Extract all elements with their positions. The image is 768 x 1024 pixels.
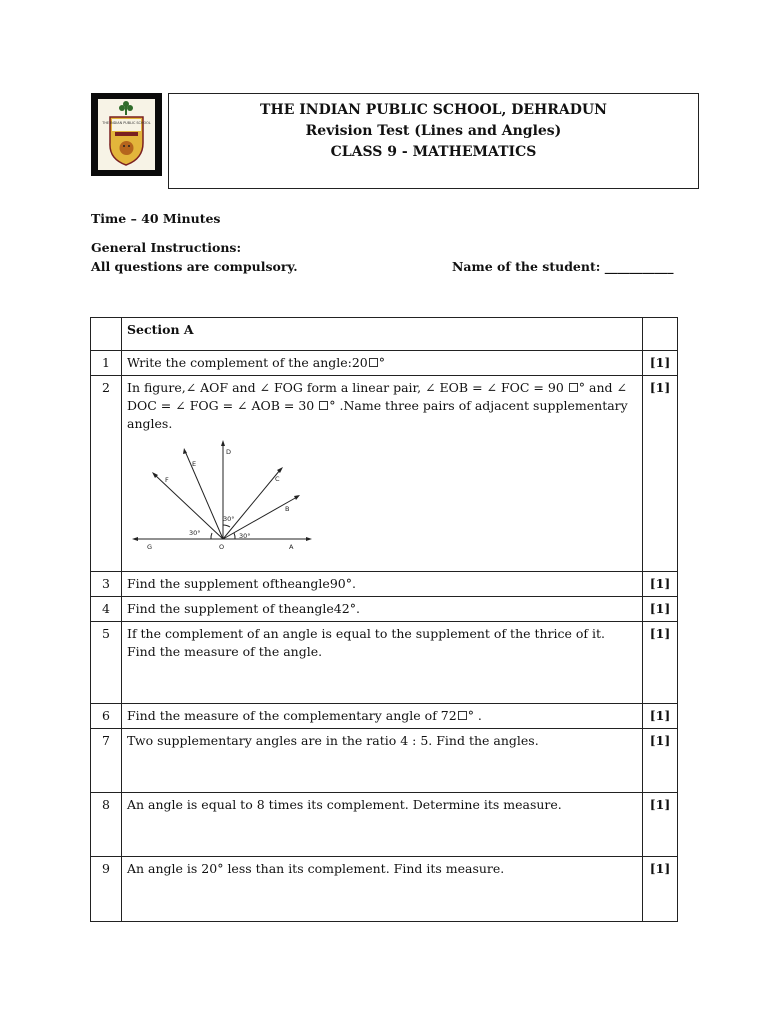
question-text: Write the complement of the angle:20 °: [122, 351, 643, 376]
question-number: 5: [91, 622, 122, 704]
instruction-compulsory: All questions are compulsory.: [91, 259, 298, 274]
question-table: [90, 317, 678, 922]
marks: [1]: [643, 729, 678, 793]
question-number: 6: [91, 704, 122, 729]
section-header-row: [91, 318, 678, 351]
marks: [1]: [643, 572, 678, 597]
label-b: B: [285, 505, 290, 513]
table-row: [91, 376, 678, 572]
question-text: An angle is equal to 8 times its complement. Determine its measure.: [122, 793, 643, 857]
label-e: E: [192, 460, 197, 468]
marks: [1]: [643, 793, 678, 857]
label-d: D: [226, 448, 232, 456]
question-number: 3: [91, 572, 122, 597]
question-text: In figure,∠ AOF and ∠ FOG form a linear pair, ∠ EOB = ∠ FOC = 90 ° and ∠ DOC = ∠ FOG = ∠ AOB = 30 ° .Name three pairs of adjacent supplementary angles. D E F C B G O A 30° 30° 30°: [122, 376, 643, 572]
svg-text:THE INDIAN PUBLIC SCHOOL: THE INDIAN PUBLIC SCHOOL: [102, 121, 151, 125]
question-number: 2: [91, 376, 122, 572]
question-text: Find the measure of the complementary angle of 72 ° .: [122, 704, 643, 729]
marks: [1]: [643, 622, 678, 704]
table-row: [91, 704, 678, 729]
section-title: Section A: [122, 318, 643, 351]
question-text: An angle is 20° less than its complement. Find its measure.: [122, 857, 643, 922]
angle-label: 30°: [189, 529, 201, 537]
question-number: 9: [91, 857, 122, 922]
question-number: 1: [91, 351, 122, 376]
marks: [1]: [643, 351, 678, 376]
marks: [1]: [643, 857, 678, 922]
missing-glyph-icon: [569, 383, 578, 392]
table-row: [91, 597, 678, 622]
test-title: Revision Test (Lines and Angles): [305, 123, 562, 139]
student-name-field: Name of the student: ___________: [452, 259, 674, 274]
label-g: G: [147, 543, 153, 551]
label-c: C: [275, 475, 280, 483]
missing-glyph-icon: [319, 401, 328, 410]
question-text: Two supplementary angles are in the ratio 4 : 5. Find the angles.: [122, 729, 643, 793]
school-logo: [91, 93, 162, 176]
table-row: [91, 351, 678, 376]
marks: [1]: [643, 704, 678, 729]
table-row: [91, 572, 678, 597]
table-row: [91, 729, 678, 793]
missing-glyph-icon: [458, 711, 467, 720]
table-row: [91, 793, 678, 857]
label-o: O: [219, 543, 225, 551]
time-allowed: Time – 40 Minutes: [91, 211, 221, 226]
label-f: F: [165, 476, 169, 484]
question-number: 7: [91, 729, 122, 793]
question-number: 4: [91, 597, 122, 622]
general-instructions-heading: General Instructions:: [91, 240, 242, 255]
angle-label: 30°: [223, 515, 235, 523]
table-row: [91, 857, 678, 922]
table-row: [91, 622, 678, 704]
marks: [1]: [643, 376, 678, 572]
missing-glyph-icon: [369, 358, 378, 367]
marks: [1]: [643, 597, 678, 622]
angle-label: 30°: [239, 532, 251, 540]
label-a: A: [289, 543, 294, 551]
angles-figure: [127, 439, 327, 557]
school-name: THE INDIAN PUBLIC SCHOOL, DEHRADUN: [260, 102, 607, 118]
question-text: Find the supplement oftheangle90°.: [122, 572, 643, 597]
question-text: If the complement of an angle is equal to the supplement of the thrice of it. Find the measure of the angle.: [122, 622, 643, 704]
header-box: [168, 93, 699, 189]
school-crest-icon: [98, 99, 155, 170]
question-text: Find the supplement of theangle42°.: [122, 597, 643, 622]
question-number: 8: [91, 793, 122, 857]
class-subject: CLASS 9 - MATHEMATICS: [330, 144, 537, 160]
